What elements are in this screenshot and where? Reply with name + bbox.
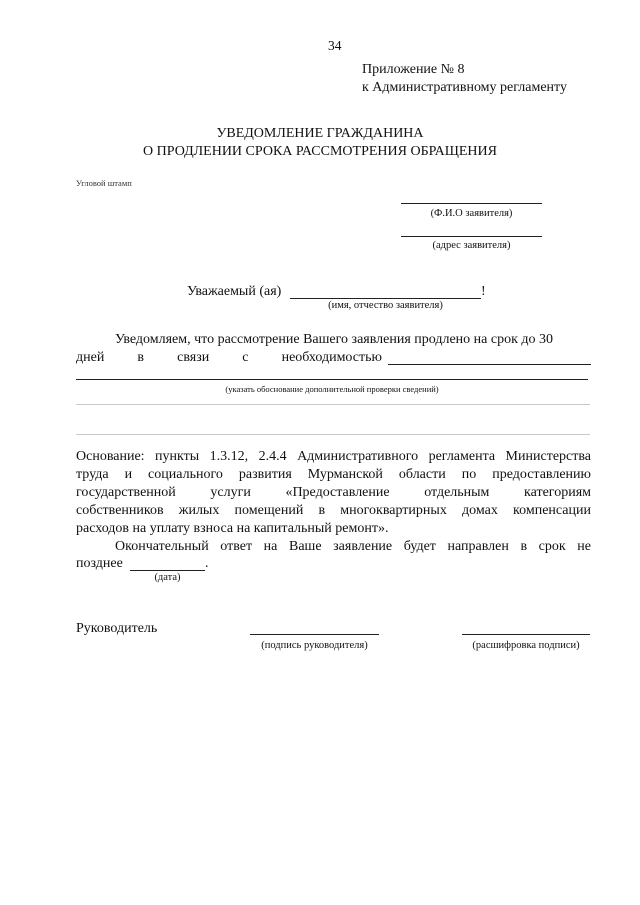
notice-word: в [137,350,145,365]
reason-label: (указать обоснование дополнительной проверки сведений) [225,384,439,394]
appendix-reference: к Административному регламенту [362,80,567,95]
notice-line1: Уведомляем, что рассмотрение Вашего заявления продлено на срок до 30 [115,332,554,347]
deadline-date-label: (дата) [154,572,181,583]
greeting-name-label: (имя, отчество заявителя) [328,300,443,311]
reason-line-4[interactable] [76,434,590,435]
applicant-name-label: (Ф.И.О заявителя) [430,208,513,219]
final-answer-line1: Окончательный ответ на Ваше заявление будет направлен в срок не [115,539,591,554]
reason-line-3[interactable] [76,404,590,405]
notice-line2 [76,350,382,366]
applicant-address-line[interactable] [401,236,542,237]
applicant-name-line[interactable] [401,203,542,204]
basis-line2: труда и социального развития Мурманской области по предоставлению [76,467,591,482]
notice-word: с [242,350,249,365]
greeting-text: Уважаемый (ая) [187,284,282,299]
signature-line[interactable] [250,634,379,635]
basis-line4: собственников жилых помещений в многоквартирных домах компенсации [76,503,591,518]
page-number: 34 [328,38,342,53]
reason-line-1[interactable] [388,364,591,365]
final-answer-period: . [205,556,209,571]
signature-label: (подпись руководителя) [261,640,368,651]
document-title-line1: УВЕДОМЛЕНИЕ ГРАЖДАНИНА [216,126,424,141]
signature-decode-line[interactable] [462,634,590,635]
notice-word: связи [177,350,210,365]
greeting-name-line[interactable] [290,298,481,299]
applicant-address-label: (адрес заявителя) [432,240,511,251]
basis-line3: государственной услуги «Предоставление отдельным категориям [76,485,591,500]
appendix-number: Приложение № 8 [362,62,465,77]
greeting-exclamation: ! [481,284,486,299]
notice-word: необходимостью [281,350,382,365]
signature-role: Руководитель [76,621,158,636]
basis-line1: Основание: пункты 1.3.12, 2.4.4 Административного регламента Министерства [76,449,591,464]
document-title-line2: О ПРОДЛЕНИИ СРОКА РАССМОТРЕНИЯ ОБРАЩЕНИЯ [143,144,497,159]
signature-decode-label: (расшифровка подписи) [472,640,580,651]
deadline-date-line[interactable] [130,570,205,571]
basis-line5: расходов на уплату взноса на капитальный ремонт». [76,521,389,536]
corner-stamp-label: Угловой штамп [76,178,132,188]
final-answer-line2: позднее [76,556,123,571]
notice-word: дней [76,350,105,365]
reason-line-2[interactable] [76,379,588,380]
